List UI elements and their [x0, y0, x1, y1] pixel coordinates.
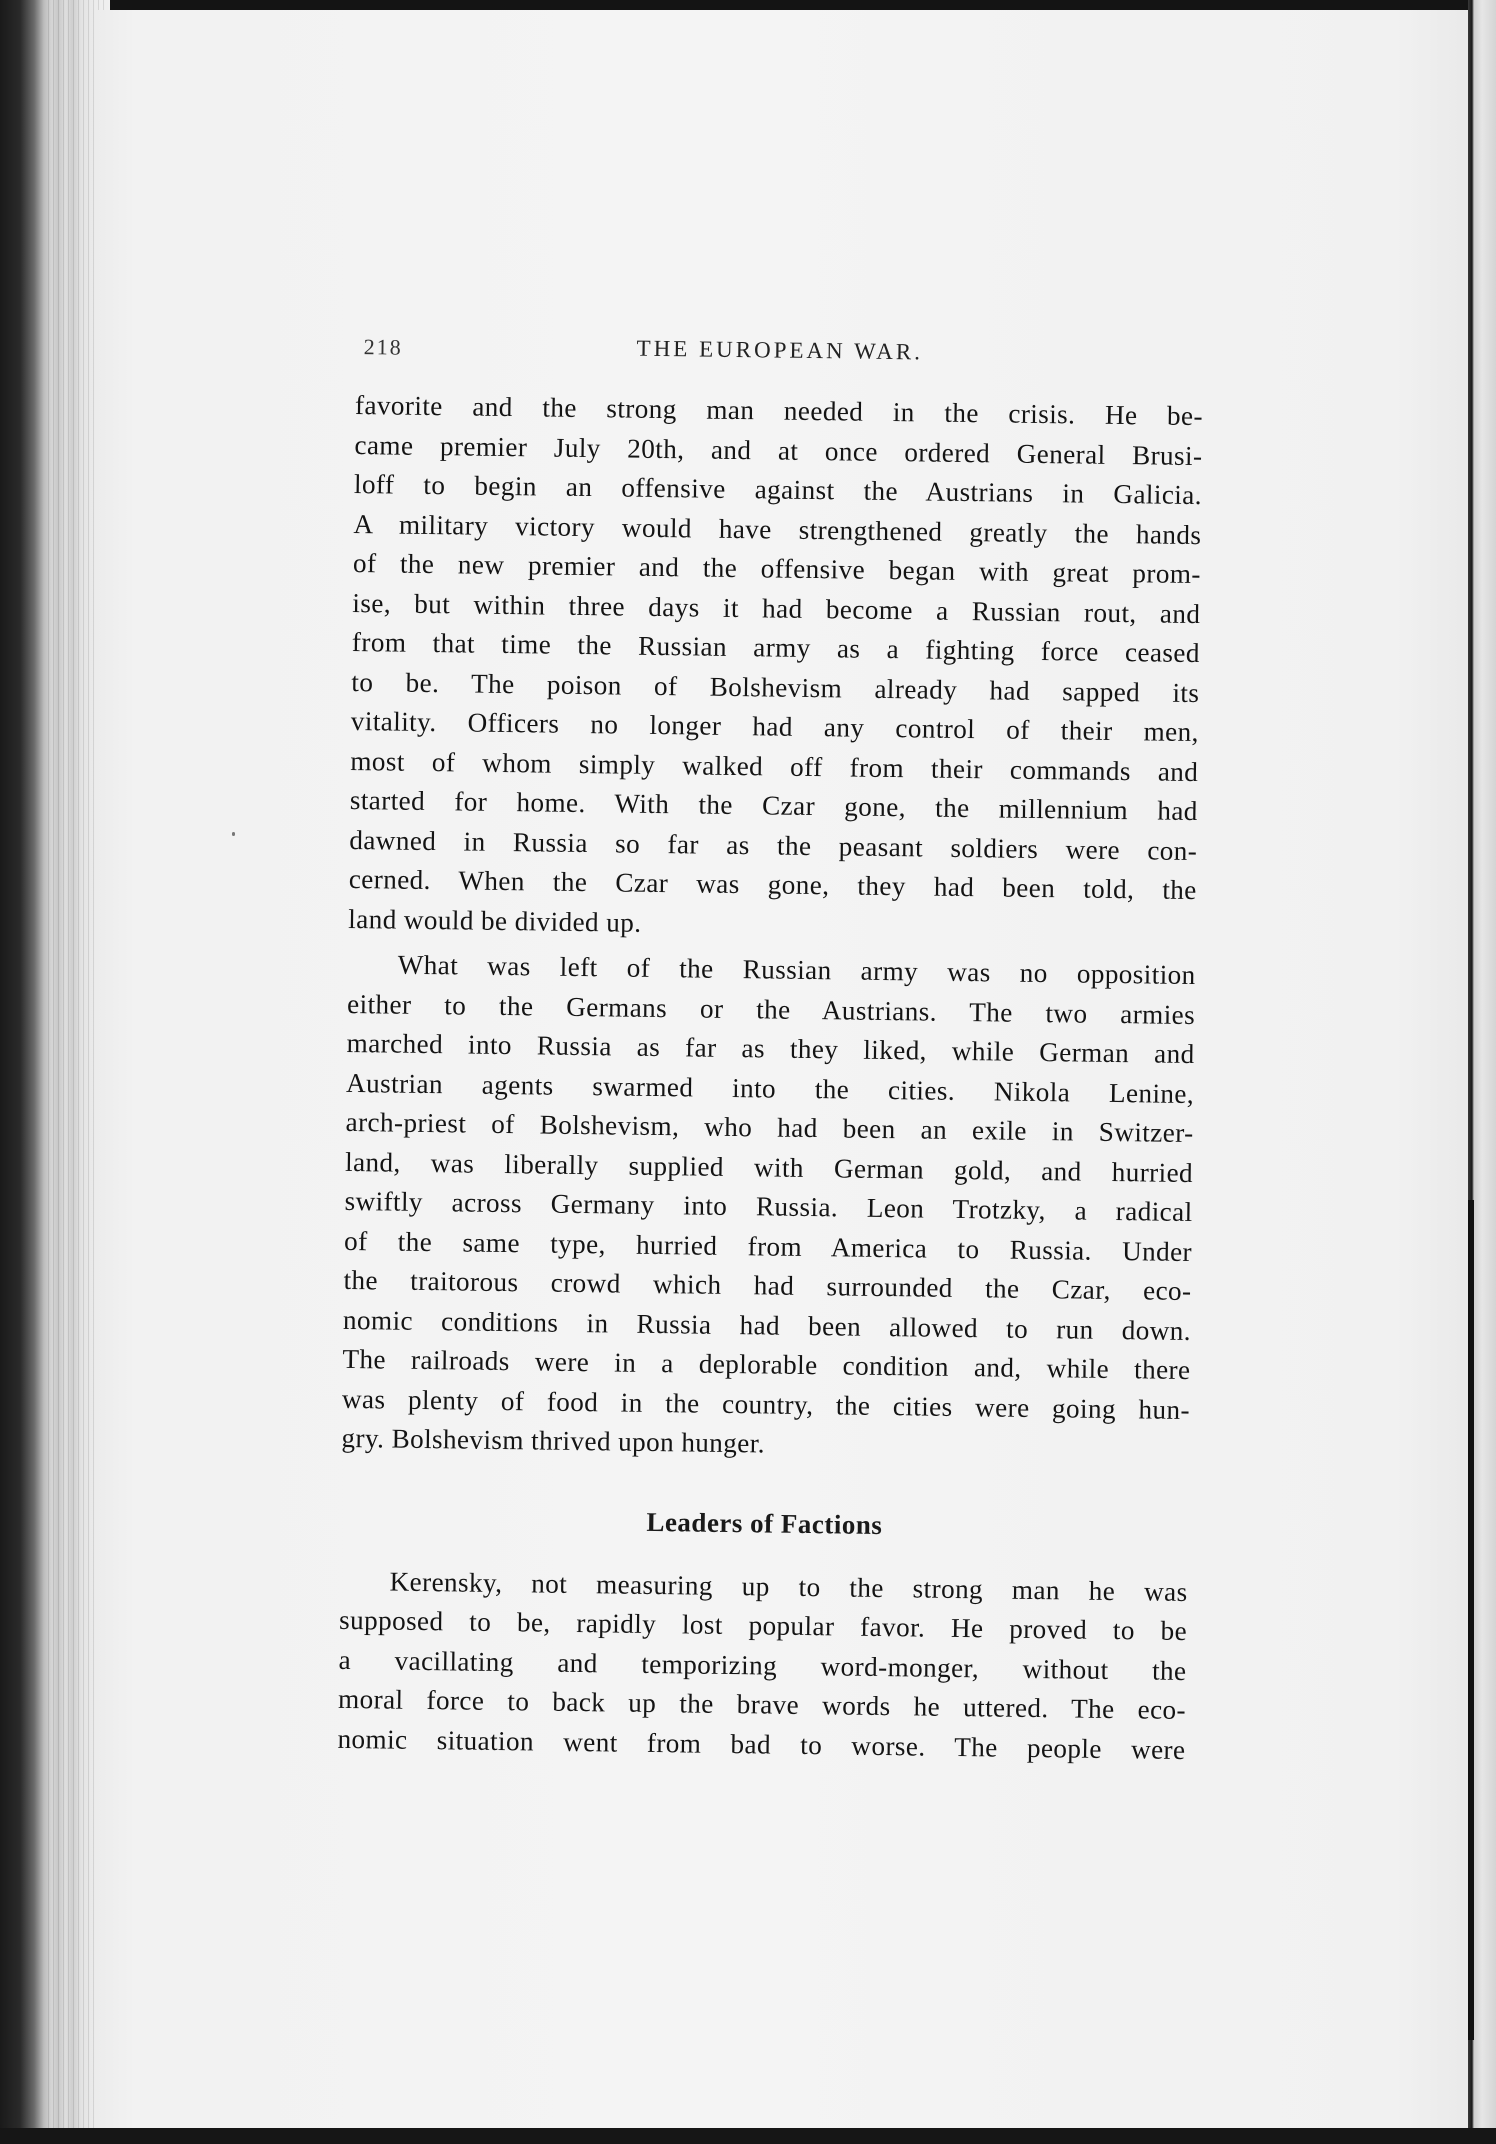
paragraph-3 [337, 1561, 1188, 1770]
text-line: vitality. Officers no longer had any control of their men, [350, 705, 1200, 748]
text-line: a vacillating and temporizing word-monger, without the [338, 1644, 1187, 1686]
text-line: land, was liberally supplied with German gold, and hurried [344, 1146, 1194, 1188]
text-line: A military victory would have strengthened greatly the hands [353, 508, 1202, 550]
text-line: gry. Bolshevism thrived upon hunger. [341, 1422, 766, 1459]
text-line: Kerensky, not measuring up to the strong man he was [389, 1566, 1188, 1607]
text-line: to be. The poison of Bolshevism already had sapped its [351, 666, 1200, 708]
running-head-title: THE EUROPEAN WAR. [636, 335, 924, 365]
text-line: of the new premier and the offensive began with great prom- [352, 547, 1202, 590]
page-number: 218 [363, 334, 403, 360]
text-line: The railroads were in a deplorable condition and, while there [342, 1343, 1191, 1386]
text-line: arch-priest of Bolshevism, who had been an exile in Switzer- [345, 1106, 1194, 1149]
text-line: Austrian agents swarmed into the cities. Nikola Lenine, [345, 1067, 1195, 1109]
text-line: supposed to be, rapidly lost popular favor. He proved to be [338, 1604, 1188, 1646]
text-line: What was left of the Russian army was no opposition [397, 949, 1196, 991]
scanner-right-edge [1468, 0, 1496, 2144]
page-text-block [337, 330, 1204, 1770]
section-heading: Leaders of Factions [646, 1506, 883, 1540]
text-line: land would be divided up. [348, 903, 642, 938]
text-line: from that time the Russian army as a fighting force ceased [351, 626, 1201, 669]
page-edge-shadow [1468, 1200, 1474, 2040]
book-binding-edges [0, 0, 110, 2144]
text-line: favorite and the strong man needed in the crisis. He be- [354, 389, 1204, 432]
text-line: dawned in Russia so far as the peasant soldiers were con- [349, 824, 1198, 866]
text-line: moral force to back up the brave words he uttered. The eco- [337, 1683, 1187, 1725]
paragraph-1 [348, 386, 1203, 950]
text-line: most of whom simply walked off from their commands and [350, 745, 1199, 787]
text-line: came premier July 20th, and at once ordered General Brusi- [354, 429, 1203, 471]
scanner-bottom-border [0, 2128, 1496, 2144]
text-line: marched into Russia as far as they liked, while German and [346, 1027, 1195, 1070]
paragraph-2 [341, 945, 1196, 1470]
running-head [355, 330, 1204, 397]
ink-speck [232, 832, 235, 836]
text-line: of the same type, hurried from America to Russia. Under [343, 1225, 1193, 1267]
text-line: the traitorous crowd which had surrounded the Czar, eco- [343, 1264, 1192, 1307]
text-line: nomic situation went from bad to worse. The people were [337, 1723, 1186, 1765]
text-line: ise, but within three days it had become a Russian rout, and [352, 587, 1201, 629]
text-line: swiftly across Germany into Russia. Leon Trotzky, a radical [344, 1185, 1193, 1228]
text-line: was plenty of food in the country, the cities were going hun- [341, 1383, 1191, 1425]
text-line: either to the Germans or the Austrians. The two armies [346, 988, 1196, 1030]
text-line: loff to begin an offensive against the Austrians in Galicia. [353, 468, 1203, 511]
text-line: nomic conditions in Russia had been allowed to run down. [342, 1304, 1192, 1346]
text-line: started for home. With the Czar gone, the millennium had [349, 784, 1198, 827]
text-line: cerned. When the Czar was gone, they had been told, the [348, 863, 1197, 906]
